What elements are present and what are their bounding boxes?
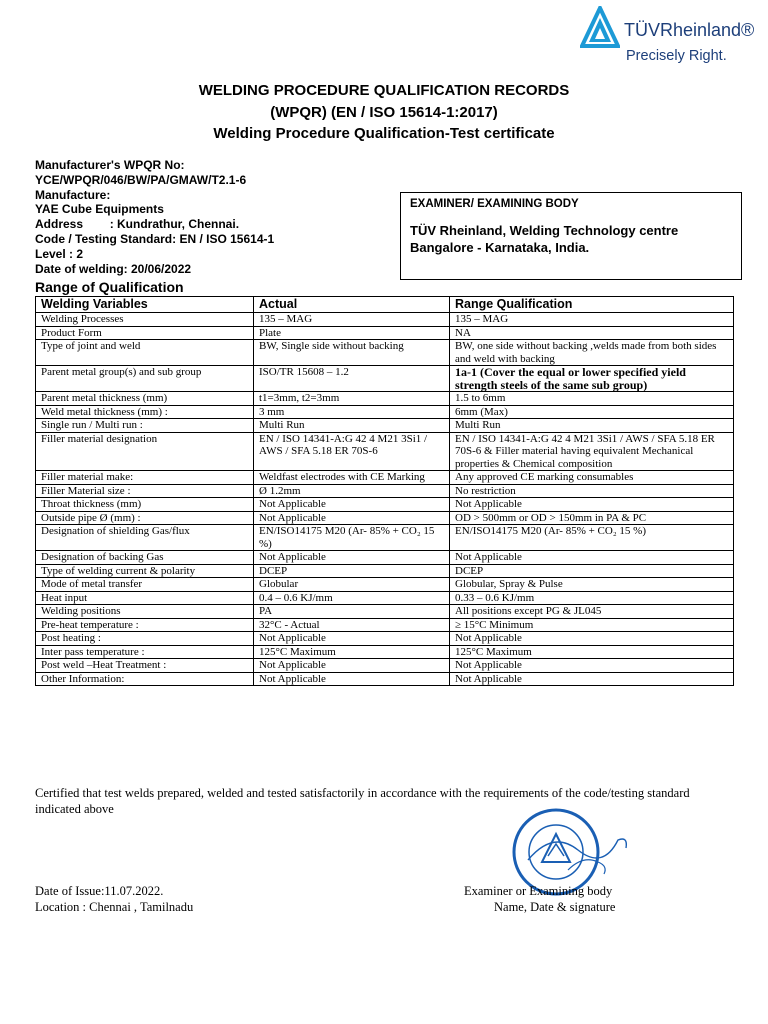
table-row — [36, 672, 734, 686]
table-row — [36, 366, 734, 392]
variable-cell: Designation of backing Gas — [36, 551, 254, 565]
examiner-box — [400, 192, 742, 280]
header-range-qualification: Range Qualification — [450, 297, 734, 313]
table-row — [36, 498, 734, 512]
actual-cell: BW, Single side without backing — [254, 340, 450, 366]
manufacture-name: YAE Cube Equipments — [35, 202, 164, 217]
variable-cell: Product Form — [36, 326, 254, 340]
range-cell: All positions except PG & JL045 — [450, 605, 734, 619]
actual-cell: Not Applicable — [254, 498, 450, 512]
actual-cell: 32°C - Actual — [254, 618, 450, 632]
table-row — [36, 419, 734, 433]
range-cell: Not Applicable — [450, 632, 734, 646]
variable-cell: Type of welding current & polarity — [36, 564, 254, 578]
range-cell: EN / ISO 14341-A:G 42 4 M21 3Si1 / AWS / SFA 5.18 ER 70S-6 & Filler material having equivalent Mechanical properties & Chemical composition — [450, 432, 734, 471]
variable-cell: Welding positions — [36, 605, 254, 619]
table-row — [36, 564, 734, 578]
examiner-line2: Bangalore - Karnataka, India. — [410, 240, 590, 255]
table-row — [36, 340, 734, 366]
issue-date: Date of Issue:11.07.2022. — [35, 884, 164, 898]
table-row — [36, 471, 734, 485]
range-cell: Not Applicable — [450, 672, 734, 686]
table-row — [36, 551, 734, 565]
variable-cell: Other Information: — [36, 672, 254, 686]
variable-cell: Post heating : — [36, 632, 254, 646]
range-cell: Not Applicable — [450, 551, 734, 565]
table-row — [36, 591, 734, 605]
document-title-line2: (WPQR) (EN / ISO 15614-1:2017) — [270, 104, 498, 121]
actual-cell: Weldfast electrodes with CE Marking — [254, 471, 450, 485]
testing-standard: Code / Testing Standard: EN / ISO 15614-1 — [35, 231, 275, 246]
table-row — [36, 659, 734, 673]
variable-cell: Throat thickness (mm) — [36, 498, 254, 512]
range-cell: EN/ISO14175 M20 (Ar- 85% + CO₂ 15 %) — [450, 525, 734, 551]
range-heading: Range of Qualification — [35, 279, 184, 295]
actual-cell: EN / ISO 14341-A:G 42 4 M21 3Si1 / AWS / SFA 5.18 ER 70S-6 — [254, 432, 450, 471]
variable-cell: Weld metal thickness (mm) : — [36, 405, 254, 419]
manufacture-label: Manufacture: — [35, 187, 111, 202]
variable-cell: Parent metal group(s) and sub group — [36, 366, 254, 392]
tuv-rheinland-logo — [580, 6, 766, 70]
issue-location: Location : Chennai , Tamilnadu — [35, 900, 194, 914]
brand-tagline: Precisely Right. — [626, 48, 727, 64]
variable-cell: Heat input — [36, 591, 254, 605]
table-row — [36, 432, 734, 471]
manufacturer-details — [35, 158, 274, 276]
range-cell: 0.33 – 0.6 KJ/mm — [450, 591, 734, 605]
range-cell: OD > 500mm or OD > 150mm in PA & PC — [450, 511, 734, 525]
range-cell: NA — [450, 326, 734, 340]
range-cell: 1a-1 (Cover the equal or lower specified yield strength steels of the same sub group) — [450, 366, 734, 392]
range-cell: ≥ 15°C Minimum — [450, 618, 734, 632]
variable-cell: Designation of shielding Gas/flux — [36, 525, 254, 551]
actual-cell: 125°C Maximum — [254, 645, 450, 659]
header-actual: Actual — [254, 297, 450, 313]
table-row — [36, 313, 734, 327]
actual-cell: 135 – MAG — [254, 313, 450, 327]
document-title-line3: Welding Procedure Qualification-Test certificate — [213, 125, 555, 142]
range-cell: Multi Run — [450, 419, 734, 433]
actual-cell: Not Applicable — [254, 551, 450, 565]
variable-cell: Parent metal thickness (mm) — [36, 392, 254, 406]
range-cell: 1.5 to 6mm — [450, 392, 734, 406]
actual-cell: Not Applicable — [254, 511, 450, 525]
document-title-line1: WELDING PROCEDURE QUALIFICATION RECORDS — [198, 82, 570, 99]
actual-cell: Not Applicable — [254, 659, 450, 673]
variable-cell: Outside pipe Ø (mm) : — [36, 511, 254, 525]
actual-cell: EN/ISO14175 M20 (Ar- 85% + CO₂ 15 %) — [254, 525, 450, 551]
brand-name: TÜVRheinland® — [624, 20, 755, 40]
range-cell: DCEP — [450, 564, 734, 578]
variable-cell: Filler material make: — [36, 471, 254, 485]
wpqr-number: YCE/WPQR/046/BW/PA/GMAW/T2.1-6 — [35, 172, 247, 187]
table-row — [36, 511, 734, 525]
range-cell: Not Applicable — [450, 659, 734, 673]
table-row — [36, 484, 734, 498]
table-row — [36, 405, 734, 419]
table-row — [36, 326, 734, 340]
variable-cell: Type of joint and weld — [36, 340, 254, 366]
range-cell: Globular, Spray & Pulse — [450, 578, 734, 592]
variable-cell: Pre-heat temperature : — [36, 618, 254, 632]
actual-cell: 3 mm — [254, 405, 450, 419]
range-cell: No restriction — [450, 484, 734, 498]
range-cell: 135 – MAG — [450, 313, 734, 327]
table-row — [36, 392, 734, 406]
table-row — [36, 605, 734, 619]
range-cell: Not Applicable — [450, 498, 734, 512]
actual-cell: Not Applicable — [254, 672, 450, 686]
table-row — [36, 632, 734, 646]
examiner-heading: EXAMINER/ EXAMINING BODY — [410, 198, 579, 210]
variable-cell: Filler Material size : — [36, 484, 254, 498]
range-cell: 125°C Maximum — [450, 645, 734, 659]
table-row — [36, 525, 734, 551]
actual-cell: t1=3mm, t2=3mm — [254, 392, 450, 406]
actual-cell: ISO/TR 15608 – 1.2 — [254, 366, 450, 392]
tuv-triangle-icon — [580, 6, 620, 50]
variable-cell: Mode of metal transfer — [36, 578, 254, 592]
header-welding-variables: Welding Variables — [36, 297, 254, 313]
actual-cell: DCEP — [254, 564, 450, 578]
table-header-row — [36, 297, 734, 313]
range-cell: Any approved CE marking consumables — [450, 471, 734, 485]
actual-cell: Ø 1.2mm — [254, 484, 450, 498]
address: Address : Kundrathur, Chennai. — [35, 217, 240, 232]
variable-cell: Inter pass temperature : — [36, 645, 254, 659]
level: Level : 2 — [35, 246, 84, 261]
table-row — [36, 645, 734, 659]
range-cell: BW, one side without backing ,welds made from both sides and weld with backing — [450, 340, 734, 366]
date-of-welding: Date of welding: 20/06/2022 — [35, 261, 192, 276]
table-row — [36, 618, 734, 632]
wpqr-label: Manufacturer's WPQR No: — [35, 158, 185, 172]
variable-cell: Single run / Multi run : — [36, 419, 254, 433]
variable-cell: Post weld –Heat Treatment : — [36, 659, 254, 673]
variable-cell: Welding Processes — [36, 313, 254, 327]
actual-cell: 0.4 – 0.6 KJ/mm — [254, 591, 450, 605]
signature-label: Name, Date & signature — [494, 900, 616, 914]
examiner-label: Examiner or Examining body — [464, 884, 613, 898]
variable-cell: Filler material designation — [36, 432, 254, 471]
actual-cell: Multi Run — [254, 419, 450, 433]
actual-cell: Not Applicable — [254, 632, 450, 646]
certification-statement: Certified that test welds prepared, welded and tested satisfactorily in accordance with the requirements of the code/testing standard indicated above — [35, 786, 690, 816]
actual-cell: Globular — [254, 578, 450, 592]
actual-cell: PA — [254, 605, 450, 619]
examiner-line1: TÜV Rheinland, Welding Technology centre — [410, 223, 679, 238]
table-row — [36, 578, 734, 592]
range-cell: 6mm (Max) — [450, 405, 734, 419]
welding-variables-table — [35, 296, 734, 686]
actual-cell: Plate — [254, 326, 450, 340]
